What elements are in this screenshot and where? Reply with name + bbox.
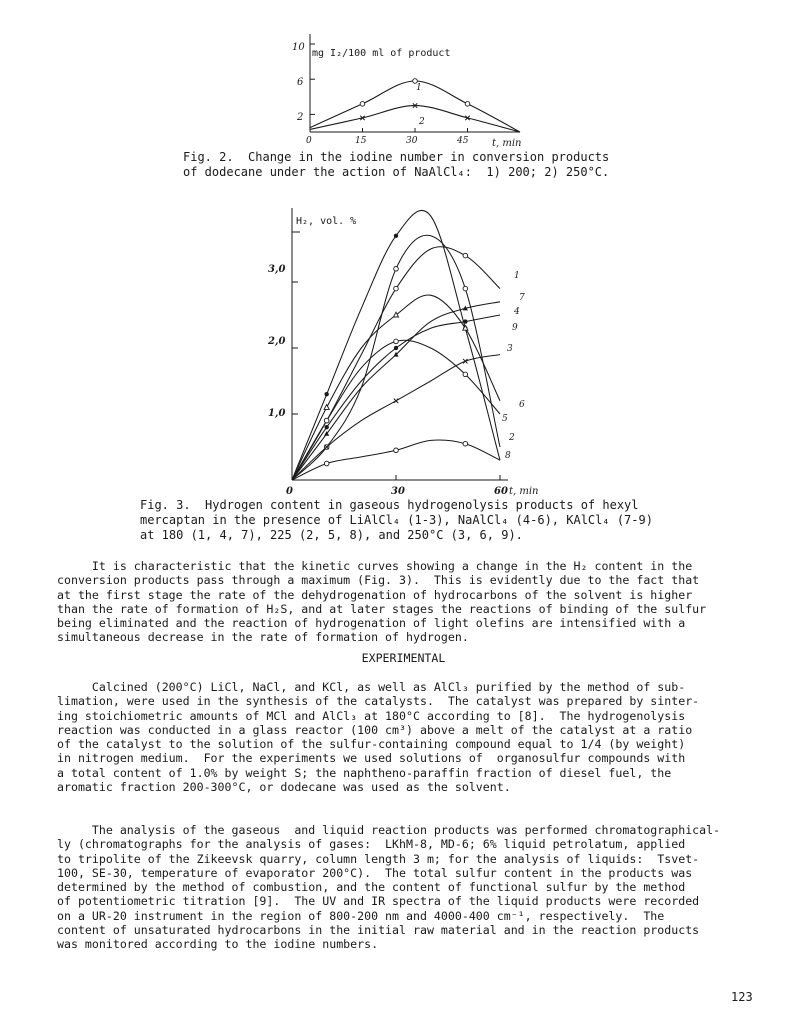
figure-2-series [310,79,520,132]
figure-2-caption-line-2: of dodecane under the action of NaAlCl₄: 1) 200; 2) 250°C. [183,165,610,179]
figure-2-caption [183,150,609,180]
page-number: 123 [731,990,753,1004]
figure-3-curve-label-8: 8 [505,451,511,461]
figure-3-point-8 [324,461,329,466]
figure-3-point-1 [394,286,399,291]
figure-2-chart [270,32,540,150]
figure-3-point-5 [324,418,329,423]
figure-3-curve-label-1: 1 [514,271,520,281]
paragraph-catalyst-synthesis: Calcined (200°C) LiCl, NaCl, and KCl, as well as AlCl₃ purified by the method of sub- limation, were used in the synthesis of the catalysts. The catalyst was prepared by sinter- ing stoichiometric amounts of MCl and AlCl₃ at 180°C according to [8]. The hydrogenolysis reaction was conducted in a glass reactor (100 cm³) above a melt of the catalyst at a ratio of the catalyst to the solution of the sulfur-containing compound equal to 1/4 (by weight) in nitrogen medium. For the experiments we used solutions of organosulfur compounds with a total content of 1.0% by weight S; the naphtheno-paraffin fraction of diesel fuel, the aromatic fraction 200-300°C, or dodecane was used as the solvent. [57,680,700,795]
figure-3-point-6 [324,405,329,410]
figure-3-point-5 [463,372,468,377]
figure-2-xtick-30: 30 [406,136,418,146]
figure-3-point-4 [463,319,467,323]
figure-2-curve-label-2: 2 [419,117,425,127]
figure-3-caption-line-3: at 180 (1, 4, 7), 225 (2, 5, 8), and 250°C (3, 6, 9). [140,528,523,542]
figure-3-curve-2 [292,235,500,480]
figure-3-point-9 [394,399,398,403]
figure-3-curve-8 [292,440,500,480]
figure-3-caption-line-2: mercaptan in the presence of LiAlCl₄ (1-3), NaAlCl₄ (4-6), KAlCl₄ (7-9) [140,513,653,527]
figure-3-point-4 [394,346,398,350]
figure-3-series [292,210,500,480]
figure-3-curve-9 [292,355,500,480]
figure-3-point-5 [394,339,399,344]
figure-3-curve-3 [292,210,500,480]
figure-2-ylabel: mg I₂/100 ml of product [312,48,451,59]
figure-3-point-3 [394,234,398,238]
figure-2-ytick-6: 6 [297,77,304,88]
figure-2-xunit: t, min [492,138,522,149]
figure-3-point-2 [394,267,399,272]
figure-3-point-2 [463,286,468,291]
figure-2-curve-label-1: 1 [416,83,422,93]
figure-3-point-8 [394,448,399,453]
figure-3-point-4 [324,425,328,429]
figure-2-ytick-2: 2 [297,112,304,123]
figure-3-axes [292,208,508,480]
figure-3-caption-line-1: Fig. 3. Hydrogen content in gaseous hydrogenolysis products of hexyl [140,498,639,512]
figure-2-point-1 [360,102,365,107]
figure-3-curve-5 [292,340,500,480]
figure-3-caption [140,498,653,543]
figure-2-point-1 [465,102,470,107]
section-heading-experimental: EXPERIMENTAL [361,651,446,665]
figure-3-ytick-2: 2,0 [268,336,286,347]
paragraph-kinetics: It is characteristic that the kinetic curves showing a change in the H₂ content in the conversion products pass through a maximum (Fig. 3). This is evidently due to the fact that at the first stage the rate of the dehydrogenation of hydrocarbons of the solvent is higher than the rate of formation of H₂S, and at later stages the reactions of binding of the sulfur being eliminated and the reaction of hydrogenation of light olefins are intensified with a simultaneous decrease in the rate of formation of hydrogen. [57,559,707,645]
figure-2-ytick-10: 10 [292,42,305,53]
figure-3-xunit: t, min [509,486,539,497]
figure-3-curve-7 [292,302,500,480]
figure-3-chart [262,202,552,497]
figure-3-xtick-60: 60 [494,486,508,497]
figure-3-point-3 [324,392,328,396]
figure-3-curve-label-3: 3 [507,344,513,354]
figure-3-curve-label-5: 5 [502,414,508,424]
figure-3-ylabel: H₂, vol. % [296,216,357,227]
figure-2-curve-1 [310,81,520,132]
figure-3-ytick-3: 3,0 [268,264,286,275]
figure-3-point-9 [463,359,467,363]
figure-3-curve-label-6: 6 [519,400,525,410]
figure-2-caption-line-1: Fig. 2. Change in the iodine number in conversion products [183,150,610,164]
figure-2-xtick-15: 15 [355,136,367,146]
figure-3-point-1 [463,253,468,258]
paragraph-analysis: The analysis of the gaseous and liquid reaction products was performed chromatographical- ly (chromatographs for the analysis of gases: LKhM-8, MD-6; 6% liquid petrolatum, applied to tripolite of the Zikeevsk quarry, column length 3 m; for the analysis of liquids: Tsvet- 100, SE-30, temperature of evaporator 200°C). The total sulfur content in the products was determined by the method of combustion, and the content of functional sulfur by the method of potentiometric titration [9]. The UV and IR spectra of the liquid products were recorded on a UR-20 instrument in the region of 800-200 nm and 4000-400 cm⁻¹, respectively. The content of unsaturated hydrocarbons in the initial raw material and in the reaction products was monitored according to the iodine numbers. [57,823,721,952]
figure-3-curve-label-2: 2 [509,433,515,443]
figure-3-curve-label-7: 7 [519,293,525,303]
figure-3-curve-label-4: 4 [514,307,520,317]
figure-3-xtick-30: 30 [391,486,405,497]
figure-3-curve-label-9: 9 [512,323,518,333]
figure-3-point-8 [463,441,468,446]
figure-3-xtick-0: 0 [286,486,293,497]
figure-3-ytick-1: 1,0 [268,408,286,419]
figure-2-xtick-0: 0 [306,136,312,146]
figure-2-xtick-45: 45 [457,136,469,146]
